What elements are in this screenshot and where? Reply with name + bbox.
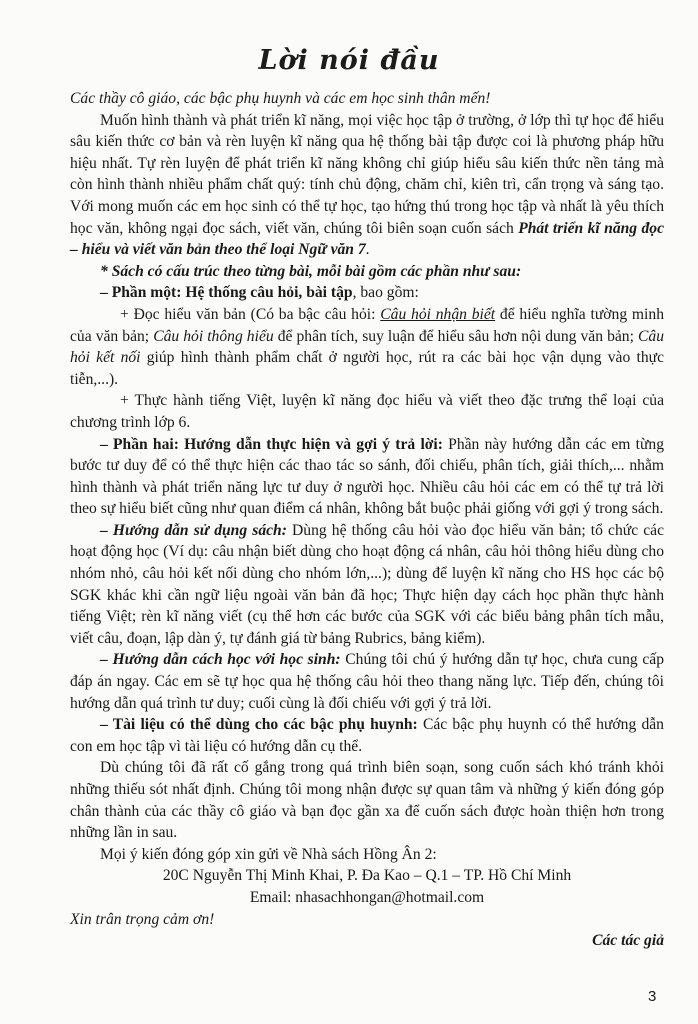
usage-paragraph (70, 520, 664, 650)
usage-text: Dùng hệ thống câu hỏi vào đọc hiểu văn bản; tổ chức các hoạt động học (Ví dụ: câu nhận biết dùng cho hoạt động cá nhân, câu hỏi thông hiểu dùng cho nhóm nhỏ, câu hỏi kết nối dùng cho nhóm lớn,...); dùng để luyện kĩ năng cho HS học các bộ SGK khác khi cần ngữ liệu ngoài văn bản đã học; Thực hiện dạy cách học phần thực hành tiếng Việt; rèn kĩ năng viết (cụ thể hơn các bước của SGK với các biểu bảng phân tích mẫu, viết câu, đoạn, lập dàn ý, tự đánh giá từ bảng Rubrics, bảng kiểm). (70, 521, 665, 647)
method-text: Chúng tôi chú ý hướng dẫn tự học, chưa cung cấp đáp án ngay. Các em sẽ tự học qua hệ thống câu hỏi theo thang năng lực. Tiếp đến, chúng tôi hướng dẫn quá trình tư duy; cuối cùng là đối chiếu với gợi ý trả lời. (70, 651, 664, 712)
usage-label: – Hướng dẫn sử dụng sách: (100, 521, 287, 539)
reading-paragraph (70, 304, 664, 390)
q-nhan-biet: Câu hỏi nhận biết (380, 305, 496, 323)
thanks-line: Xin trân trọng cảm ơn! (70, 910, 215, 928)
email-line: Email: nhasachhongan@hotmail.com (249, 888, 485, 906)
method-paragraph (70, 649, 664, 714)
book-title: Phát triển kĩ năng đọc – hiểu và viết văn bản theo thể loại Ngữ văn 7 (70, 219, 664, 259)
structure-heading: * Sách có cấu trúc theo từng bài, mỗi bài gồm các phần như sau: (100, 262, 522, 280)
part2-text: Phần này hướng dẫn các em từng bước tư duy để có thể thực hiện các thao tác so sánh, đối chiếu, phân tích, giải thích,... nhằm hình thành và phát triển năng lực tư duy ở người học. Nhiều câu hỏi các em có thể tự trả lời theo sự hiểu biết cũng như quan điểm cá nhân, không bắt buộc phải giống với gợi ý trong sách. (70, 435, 664, 518)
page-number: 3 (648, 988, 657, 1005)
practice-paragraph: + Thực hành tiếng Việt, luyện kĩ năng đọc hiểu và viết theo đặc trưng thể loại của chương trình lớp 6. (70, 392, 664, 431)
part1-paragraph (70, 282, 664, 304)
address-line: 20C Nguyễn Thị Minh Khai, P. Đa Kao – Q.1 – TP. Hồ Chí Minh (162, 867, 572, 885)
part1-rest: , bao gồm: (352, 284, 419, 302)
closing-paragraph: Dù chúng tôi đã rất cố gắng trong quá trình biên soạn, song cuốn sách khó tránh khỏi những thiếu sót nhất định. Chúng tôi mong nhận được sự quan tâm và những ý kiến đóng góp chân thành của các thầy cô giáo và bạn đọc gần xa để cuốn sách được hoàn thiện hơn trong những lần in sau. (70, 759, 664, 842)
contact-intro: Mọi ý kiến đóng góp xin gửi về Nhà sách Hồng Ân 2: (100, 845, 437, 863)
part2-label: – Phần hai: Hướng dẫn thực hiện và gợi ý trả lời: (100, 435, 443, 453)
document-body (70, 88, 664, 952)
reading-text-c: để phân tích, suy luận để hiểu sâu hơn nội dung văn bản; (273, 327, 638, 345)
intro-end: . (365, 241, 370, 259)
part2-paragraph (70, 434, 664, 520)
reading-text-d: giúp hình thành phẩm chất ở người học, rút ra các bài học vận dụng vào thực tiễn,...). (70, 349, 665, 388)
intro-paragraph (70, 110, 664, 261)
salutation: Các thầy cô giáo, các bậc phụ huynh và các em học sinh thân mến! (70, 90, 491, 107)
parent-label: – Tài liệu có thể dùng cho các bậc phụ huynh: (100, 716, 418, 734)
page-title: Lời nói đầu (258, 45, 440, 76)
q-thong-hieu: Câu hỏi thông hiểu (153, 327, 274, 345)
authors-signature: Các tác giả (592, 932, 664, 950)
method-label: – Hướng dẫn cách học với học sinh: (100, 651, 341, 669)
q-ket-noi: Câu hỏi kết nối (70, 327, 664, 367)
part1-label: – Phần một: Hệ thống câu hỏi, bài tập (100, 284, 353, 302)
reading-text-a: + Đọc hiểu văn bản (Có ba bậc câu hỏi: (120, 305, 381, 323)
parent-text: Các bậc phụ huynh có thể hướng dẫn con em học tập vì tài liệu có hướng dẫn cụ thể. (70, 716, 664, 755)
intro-text: Muốn hình thành và phát triển kĩ năng, mọi việc học tập ở trường, ở lớp thì tự học để hiểu sâu kiến thức cơ bản và rèn luyện kĩ năng qua hệ thống bài tập được coi là phương pháp hữu hiệu nhất. Tự rèn luyện để phát triển kĩ năng không chỉ giúp hiểu sâu kiến thức nền tảng mà còn hình thành nhiều phẩm chất quý: tính chủ động, chăm chỉ, kiên trì, cẩn trọng và sáng tạo. Với mong muốn các em học sinh có thể tự học, tạo hứng thú trong học tập và nhất là yêu thích học văn, không ngại đọc sách, viết văn, chúng tôi biên soạn cuốn sách (70, 111, 664, 237)
reading-text-b: để hiểu nghĩa tường minh của văn bản; (70, 305, 664, 345)
parent-paragraph (70, 714, 664, 757)
